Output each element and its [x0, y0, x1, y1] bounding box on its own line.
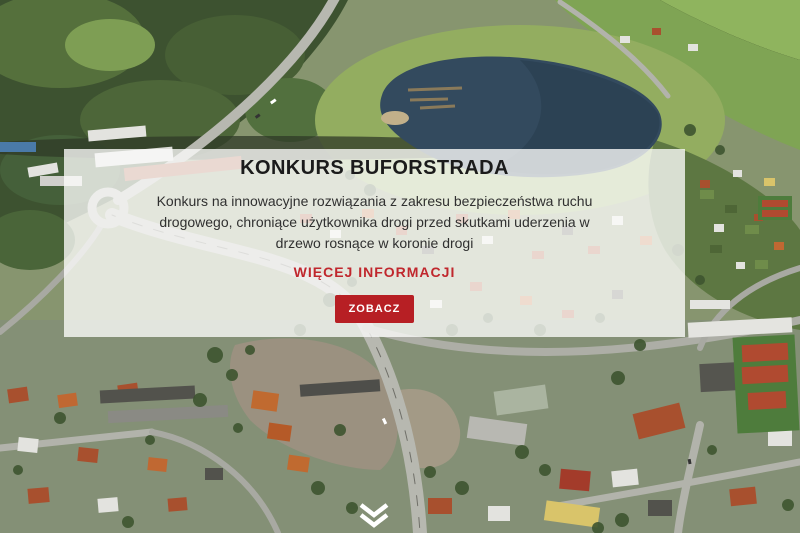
- more-info-link[interactable]: WIĘCEJ INFORMACJI: [293, 264, 456, 280]
- double-chevron-down-icon: [357, 502, 391, 530]
- hero-panel: [64, 149, 685, 337]
- beach: [381, 111, 409, 125]
- scroll-down-button[interactable]: [357, 502, 391, 530]
- hero-description: Konkurs na innowacyjne rozwiązania z zakresu bezpieczeństwa ruchu drogowego, chroniące użytkownika drogi przed skutkami uderzenia w drzewo rosnące w koronie drogi: [156, 193, 593, 251]
- page-title: KONKURS BUFORSTRADA: [240, 157, 509, 179]
- zobacz-button[interactable]: ZOBACZ: [335, 295, 415, 323]
